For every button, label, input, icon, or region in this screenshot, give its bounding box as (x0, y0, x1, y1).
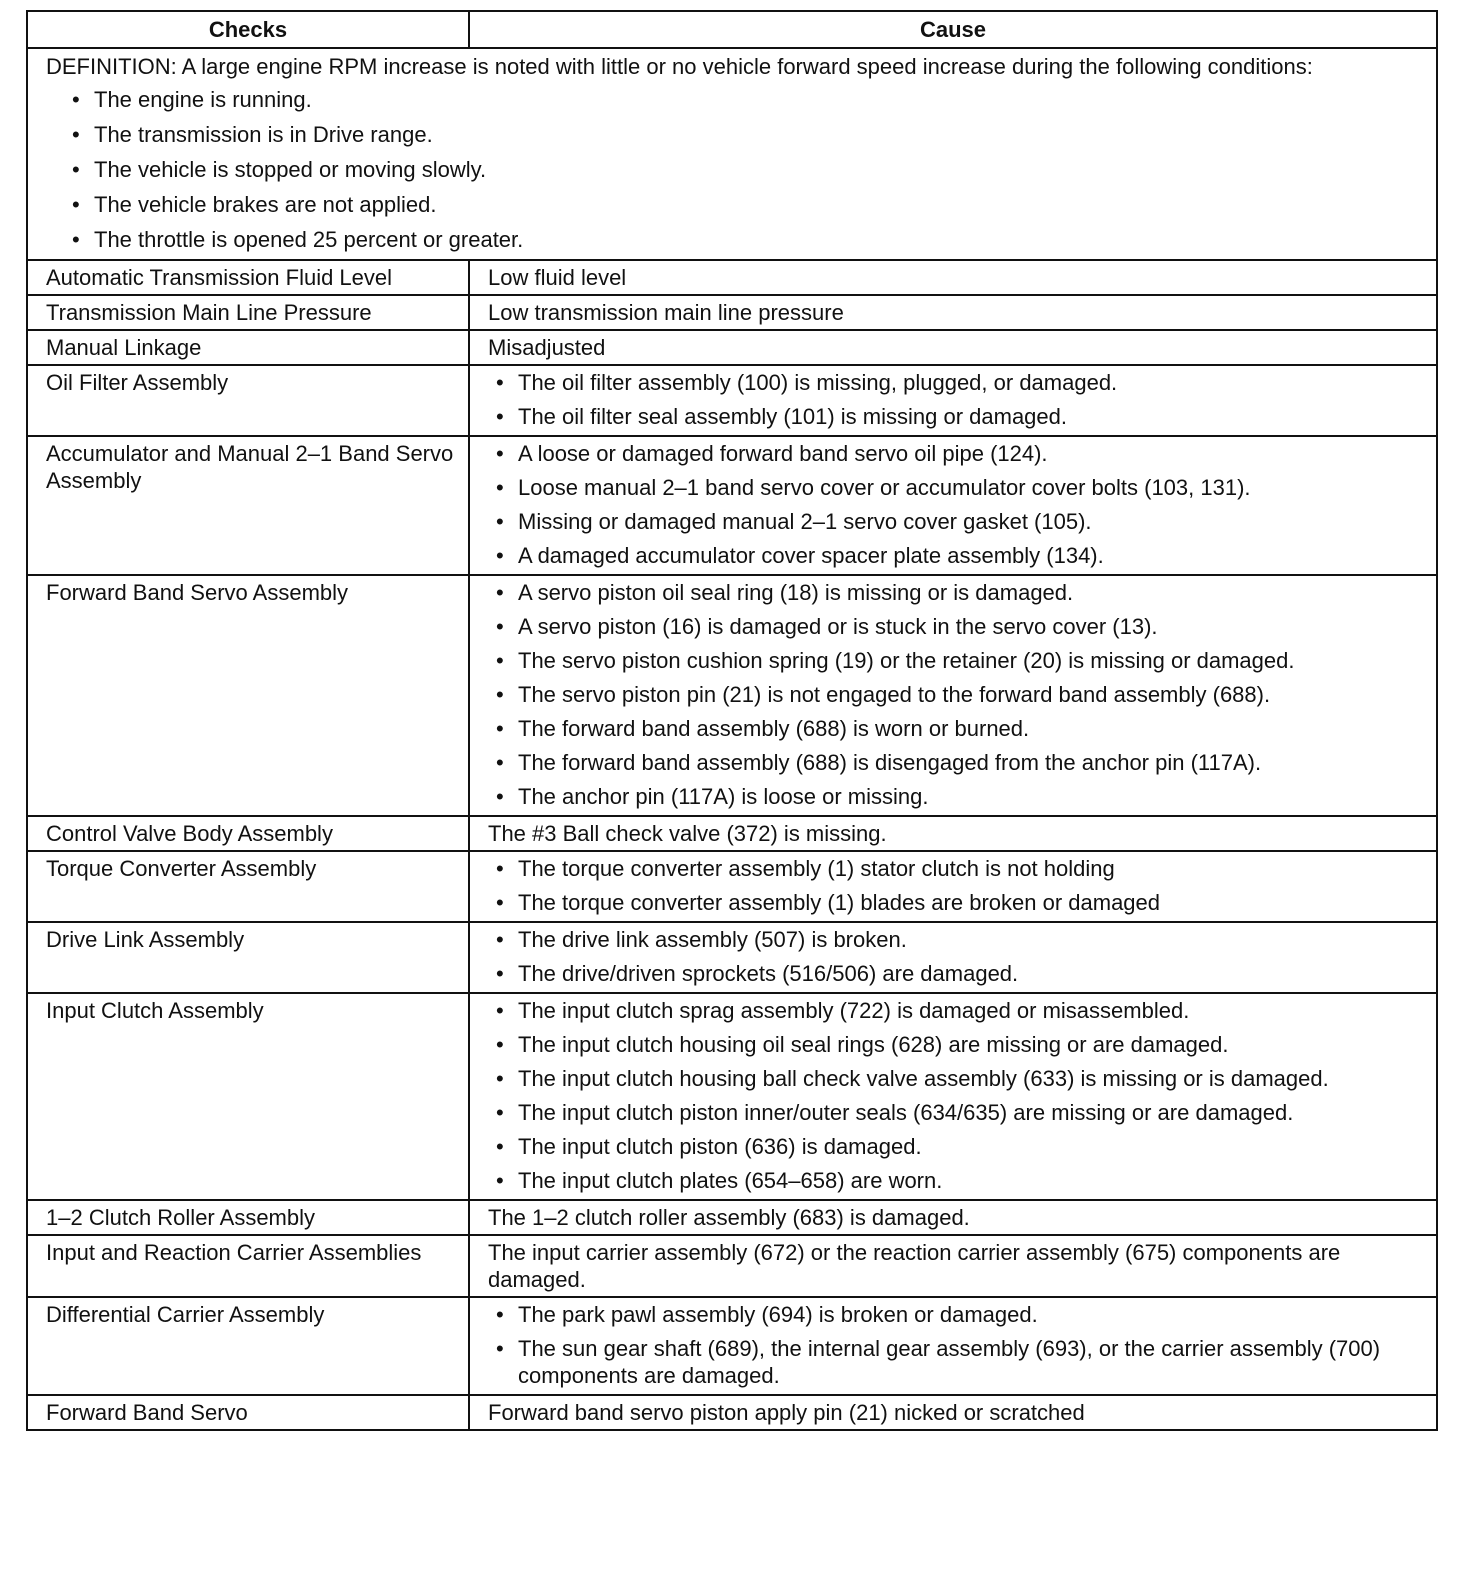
cause-item: • The servo piston pin (21) is not engaged to the forward band assembly (688). (488, 681, 1426, 708)
check-cell: Control Valve Body Assembly (27, 816, 469, 851)
cause-list (488, 1301, 1426, 1389)
cause-item: • The forward band assembly (688) is worn or burned. (488, 715, 1426, 742)
definition-conditions (46, 86, 1422, 253)
cause-cell (469, 436, 1437, 575)
table-row (27, 295, 1437, 330)
table-row (27, 1297, 1437, 1395)
cause-cell: Low fluid level (469, 260, 1437, 295)
check-cell: Input Clutch Assembly (27, 993, 469, 1200)
definition-cell (27, 48, 1437, 260)
cause-item: • The input clutch piston inner/outer seals (634/635) are missing or are damaged. (488, 1099, 1426, 1126)
cause-list (488, 440, 1426, 569)
cause-cell: The #3 Ball check valve (372) is missing. (469, 816, 1437, 851)
definition-row (27, 48, 1437, 260)
cause-item: • The anchor pin (117A) is loose or missing. (488, 783, 1426, 810)
cause-cell (469, 575, 1437, 816)
table-row (27, 1395, 1437, 1430)
cause-item: • Missing or damaged manual 2–1 servo cover gasket (105). (488, 508, 1426, 535)
condition-item: • The throttle is opened 25 percent or greater. (46, 226, 1422, 253)
cause-cell: Low transmission main line pressure (469, 295, 1437, 330)
cause-item: • The input clutch housing ball check valve assembly (633) is missing or is damaged. (488, 1065, 1426, 1092)
cause-item: • The drive/driven sprockets (516/506) are damaged. (488, 960, 1426, 987)
check-cell: Forward Band Servo (27, 1395, 469, 1430)
cause-cell: The 1–2 clutch roller assembly (683) is damaged. (469, 1200, 1437, 1235)
cause-list (488, 997, 1426, 1194)
check-cell: Oil Filter Assembly (27, 365, 469, 436)
table-row (27, 1200, 1437, 1235)
cause-item: • The torque converter assembly (1) blades are broken or damaged (488, 889, 1426, 916)
check-cell: Differential Carrier Assembly (27, 1297, 469, 1395)
check-cell: Accumulator and Manual 2–1 Band Servo Assembly (27, 436, 469, 575)
cause-cell (469, 993, 1437, 1200)
table-row (27, 575, 1437, 816)
cause-item: • The input clutch piston (636) is damaged. (488, 1133, 1426, 1160)
table-row (27, 993, 1437, 1200)
table-row (27, 922, 1437, 993)
cause-item: • The forward band assembly (688) is disengaged from the anchor pin (117A). (488, 749, 1426, 776)
cause-item: • The oil filter assembly (100) is missing, plugged, or damaged. (488, 369, 1426, 396)
cause-item: • Loose manual 2–1 band servo cover or accumulator cover bolts (103, 131). (488, 474, 1426, 501)
definition-text: DEFINITION: A large engine RPM increase is noted with little or no vehicle forward speed increase during the following conditions: (46, 54, 1313, 79)
cause-item: • The servo piston cushion spring (19) or the retainer (20) is missing or damaged. (488, 647, 1426, 674)
diagnostic-table (26, 10, 1438, 1431)
table-row (27, 1235, 1437, 1297)
check-cell: Transmission Main Line Pressure (27, 295, 469, 330)
cause-item: • The input clutch sprag assembly (722) is damaged or misassembled. (488, 997, 1426, 1024)
check-cell: Manual Linkage (27, 330, 469, 365)
check-cell: Torque Converter Assembly (27, 851, 469, 922)
cause-item: • The input clutch plates (654–658) are worn. (488, 1167, 1426, 1194)
table-row (27, 330, 1437, 365)
condition-item: • The vehicle brakes are not applied. (46, 191, 1422, 218)
cause-item: • A servo piston (16) is damaged or is stuck in the servo cover (13). (488, 613, 1426, 640)
cause-cell: Misadjusted (469, 330, 1437, 365)
cause-list (488, 855, 1426, 916)
cause-cell: Forward band servo piston apply pin (21) nicked or scratched (469, 1395, 1437, 1430)
cause-item: • The torque converter assembly (1) stator clutch is not holding (488, 855, 1426, 882)
cause-list (488, 579, 1426, 810)
cause-item: • A servo piston oil seal ring (18) is missing or is damaged. (488, 579, 1426, 606)
cause-item: • The input clutch housing oil seal rings (628) are missing or are damaged. (488, 1031, 1426, 1058)
table-row (27, 365, 1437, 436)
cause-cell: The input carrier assembly (672) or the reaction carrier assembly (675) components are damaged. (469, 1235, 1437, 1297)
check-cell: Drive Link Assembly (27, 922, 469, 993)
table-row (27, 851, 1437, 922)
table-row (27, 816, 1437, 851)
cause-list (488, 369, 1426, 430)
cause-cell (469, 365, 1437, 436)
cause-cell (469, 922, 1437, 993)
cause-cell (469, 1297, 1437, 1395)
cause-item: • A damaged accumulator cover spacer plate assembly (134). (488, 542, 1426, 569)
condition-item: • The transmission is in Drive range. (46, 121, 1422, 148)
table-row (27, 436, 1437, 575)
cause-item: • The drive link assembly (507) is broken. (488, 926, 1426, 953)
header-checks: Checks (27, 11, 469, 48)
cause-item: • A loose or damaged forward band servo oil pipe (124). (488, 440, 1426, 467)
table-body (27, 48, 1437, 1430)
cause-item: • The park pawl assembly (694) is broken or damaged. (488, 1301, 1426, 1328)
condition-item: • The engine is running. (46, 86, 1422, 113)
check-cell: 1–2 Clutch Roller Assembly (27, 1200, 469, 1235)
check-cell: Input and Reaction Carrier Assemblies (27, 1235, 469, 1297)
check-cell: Forward Band Servo Assembly (27, 575, 469, 816)
header-row (27, 11, 1437, 48)
condition-item: • The vehicle is stopped or moving slowly. (46, 156, 1422, 183)
check-cell: Automatic Transmission Fluid Level (27, 260, 469, 295)
cause-item: • The oil filter seal assembly (101) is missing or damaged. (488, 403, 1426, 430)
cause-list (488, 926, 1426, 987)
table-row (27, 260, 1437, 295)
header-cause: Cause (469, 11, 1437, 48)
cause-cell (469, 851, 1437, 922)
cause-item: • The sun gear shaft (689), the internal gear assembly (693), or the carrier assembly (700) components are damaged. (488, 1335, 1426, 1389)
